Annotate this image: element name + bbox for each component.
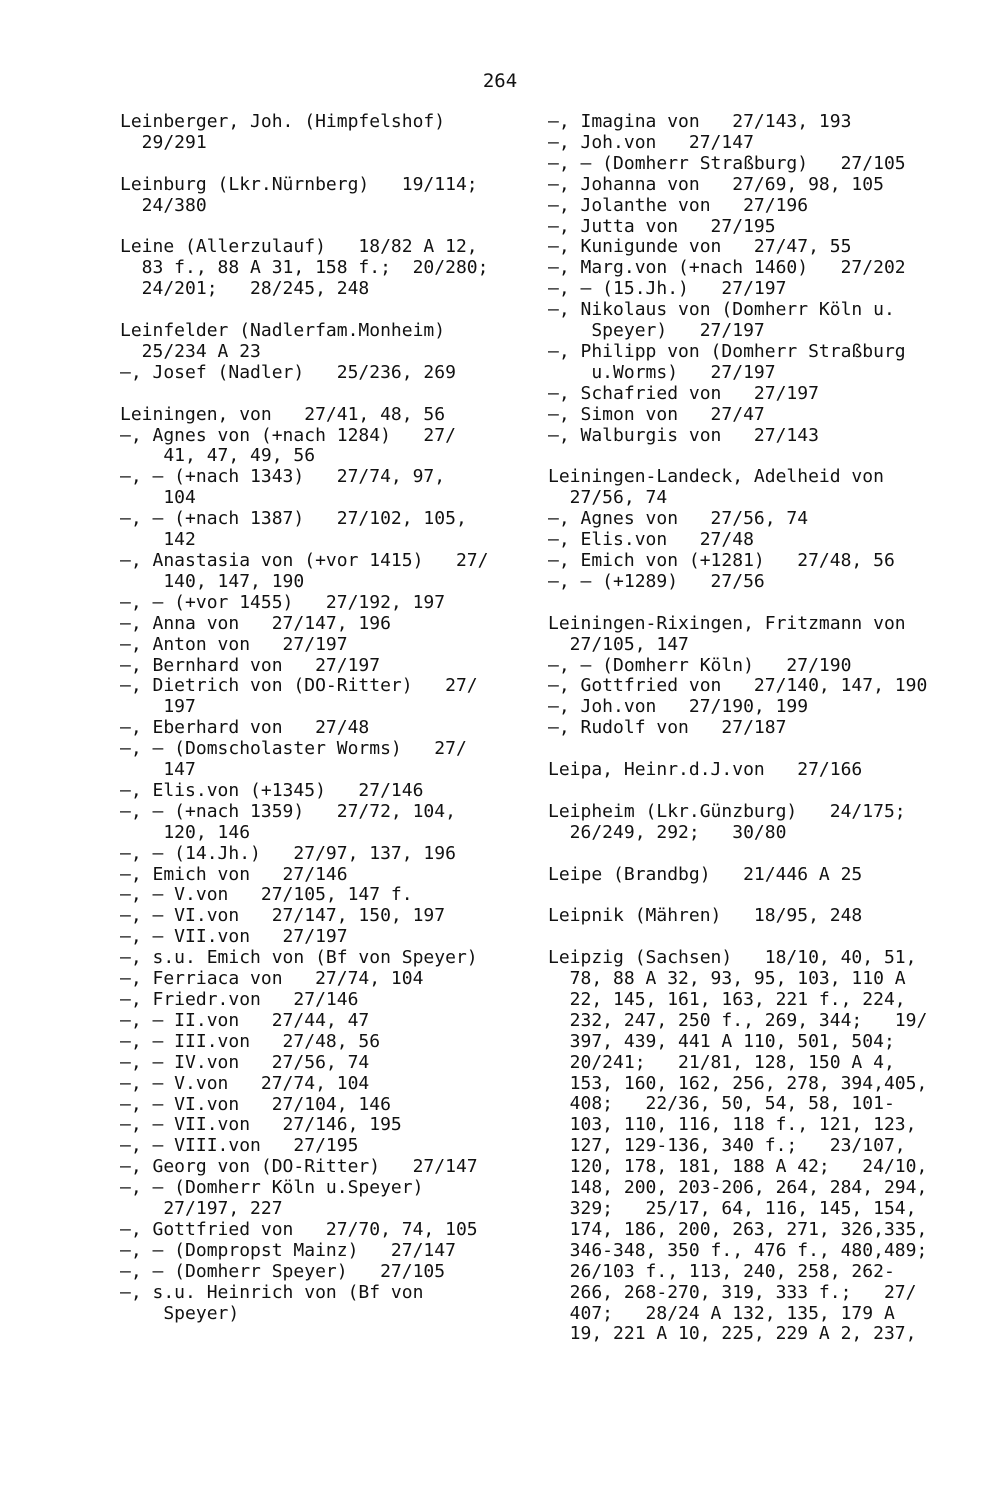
index-line: —, Joh.von 27/147 (548, 131, 754, 153)
index-line: —, — VI.von 27/147, 150, 197 (120, 905, 446, 927)
index-line: 103, 110, 116, 118 f., 121, 123, (548, 1114, 917, 1136)
index-line: —, Josef (Nadler) 25/236, 269 (120, 361, 456, 383)
index-line: —, — (+nach 1387) 27/102, 105, (120, 508, 467, 530)
index-line: —, — (Domherr Speyer) 27/105 (120, 1260, 446, 1282)
index-line: Leiningen, von 27/41, 48, 56 (120, 403, 446, 425)
index-line: Speyer) 27/197 (548, 320, 765, 342)
index-line: —, Anna von 27/147, 196 (120, 612, 391, 634)
index-line: 397, 439, 441 A 110, 501, 504; (548, 1030, 895, 1052)
index-line: —, Gottfried von 27/70, 74, 105 (120, 1218, 478, 1240)
index-line: —, — (+vor 1455) 27/192, 197 (120, 591, 446, 613)
index-line: Leipnik (Mähren) 18/95, 248 (548, 905, 863, 927)
index-line: 27/197, 227 (120, 1198, 283, 1220)
index-line: —, Eberhard von 27/48 (120, 717, 370, 739)
index-line: 83 f., 88 A 31, 158 f.; 20/280; (120, 257, 489, 279)
index-line: —, Jolanthe von 27/196 (548, 194, 809, 216)
index-line: Leinburg (Lkr.Nürnberg) 19/114; (120, 173, 478, 195)
index-line: 27/56, 74 (548, 487, 668, 509)
index-line: —, Simon von 27/47 (548, 403, 765, 425)
index-line: —, — V.von 27/105, 147 f. (120, 884, 413, 906)
index-line: —, Emich von 27/146 (120, 863, 348, 885)
index-line: —, — VIII.von 27/195 (120, 1135, 359, 1157)
index-line: —, Philipp von (Domherr Straßburg (548, 340, 906, 362)
index-line: 19, 221 A 10, 225, 229 A 2, 237, (548, 1323, 917, 1345)
index-line: —, — (Dompropst Mainz) 27/147 (120, 1239, 456, 1261)
index-column-right (548, 112, 988, 1345)
index-line: 197 (120, 696, 196, 718)
index-line: —, s.u. Emich von (Bf von Speyer) (120, 947, 478, 969)
index-line: 120, 146 (120, 821, 251, 843)
index-line: 26/103 f., 113, 240, 258, 262- (548, 1260, 895, 1282)
index-line: u.Worms) 27/197 (548, 361, 776, 383)
index-line: Leipheim (Lkr.Günzburg) 24/175; (548, 800, 906, 822)
index-line: —, — (Domscholaster Worms) 27/ (120, 738, 467, 760)
index-line: 22, 145, 161, 163, 221 f., 224, (548, 988, 906, 1010)
index-line: Leipa, Heinr.d.J.von 27/166 (548, 759, 863, 781)
index-line: 266, 268-270, 319, 333 f.; 27/ (548, 1281, 917, 1303)
index-line: —, Bernhard von 27/197 (120, 654, 381, 676)
index-line: Leipzig (Sachsen) 18/10, 40, 51, (548, 947, 917, 969)
index-line: —, Nikolaus von (Domherr Köln u. (548, 299, 895, 321)
index-line: —, — III.von 27/48, 56 (120, 1030, 381, 1052)
index-line: —, Schafried von 27/197 (548, 382, 819, 404)
index-line: 20/241; 21/81, 128, 150 A 4, (548, 1051, 895, 1073)
index-line: —, Friedr.von 27/146 (120, 989, 359, 1010)
index-line: —, — V.von 27/74, 104 (120, 1072, 370, 1094)
index-line: —, — IV.von 27/56, 74 (120, 1051, 370, 1073)
index-line: 140, 147, 190 (120, 570, 305, 592)
index-line: 24/201; 28/245, 248 (120, 278, 370, 300)
index-line: —, Kunigunde von 27/47, 55 (548, 236, 852, 258)
index-line: 120, 178, 181, 188 A 42; 24/10, (548, 1156, 928, 1178)
index-line: Leinberger, Joh. (Himpfelshof) (120, 111, 446, 132)
index-line: —, — (+nach 1359) 27/72, 104, (120, 800, 456, 822)
index-line: 104 (120, 487, 196, 509)
index-line: 232, 247, 250 f., 269, 344; 19/ (548, 1009, 928, 1031)
index-line: —, s.u. Heinrich von (Bf von (120, 1281, 424, 1303)
index-line: —, Georg von (DO-Ritter) 27/147 (120, 1156, 478, 1178)
index-line: —, Johanna von 27/69, 98, 105 (548, 173, 884, 195)
index-line: 329; 25/17, 64, 116, 145, 154, (548, 1198, 917, 1220)
index-line: 78, 88 A 32, 93, 95, 103, 110 A (548, 968, 906, 990)
index-line: 142 (120, 529, 196, 551)
index-line: —, Anton von 27/197 (120, 633, 348, 655)
index-line: 41, 47, 49, 56 (120, 445, 316, 467)
index-line: Leiningen-Rixingen, Fritzmann von (548, 612, 906, 634)
index-line: Leine (Allerzulauf) 18/82 A 12, (120, 236, 478, 258)
index-line: —, Gottfried von 27/140, 147, 190 (548, 675, 928, 697)
index-line: —, — (+nach 1343) 27/74, 97, (120, 466, 446, 488)
index-line: —, — II.von 27/44, 47 (120, 1009, 370, 1031)
index-line: —, — (15.Jh.) 27/197 (548, 278, 787, 300)
index-line: 29/291 (120, 131, 207, 153)
index-line: Leipe (Brandbg) 21/446 A 25 (548, 863, 863, 885)
index-line: —, Jutta von 27/195 (548, 215, 776, 237)
index-line: 147 (120, 759, 196, 781)
index-line: —, Joh.von 27/190, 199 (548, 696, 809, 718)
index-line: 174, 186, 200, 263, 271, 326,335, (548, 1218, 928, 1240)
index-line: Leiningen-Landeck, Adelheid von (548, 466, 884, 488)
index-line: 408; 22/36, 50, 54, 58, 101- (548, 1093, 895, 1115)
index-line: —, Ferriaca von 27/74, 104 (120, 968, 424, 990)
index-line: —, Imagina von 27/143, 193 (548, 111, 852, 132)
index-line: —, Emich von (+1281) 27/48, 56 (548, 550, 895, 572)
index-line: 407; 28/24 A 132, 135, 179 A (548, 1302, 895, 1324)
index-line: 153, 160, 162, 256, 278, 394,405, (548, 1072, 928, 1094)
index-line: 27/105, 147 (548, 633, 689, 655)
page-number: 264 (482, 70, 518, 92)
index-line: —, — VII.von 27/146, 195 (120, 1114, 402, 1136)
index-line: —, Dietrich von (DO-Ritter) 27/ (120, 675, 478, 697)
index-line: 346-348, 350 f., 476 f., 480,489; (548, 1239, 928, 1261)
index-line: —, Agnes von (+nach 1284) 27/ (120, 424, 456, 446)
index-line: —, — (14.Jh.) 27/97, 137, 196 (120, 842, 456, 864)
index-line: —, Anastasia von (+vor 1415) 27/ (120, 549, 489, 571)
index-line: —, Walburgis von 27/143 (548, 424, 819, 446)
index-line: 26/249, 292; 30/80 (548, 821, 787, 843)
index-line: Speyer) (120, 1302, 240, 1324)
index-line: —, Marg.von (+nach 1460) 27/202 (548, 257, 906, 279)
index-line: —, — (Domherr Straßburg) 27/105 (548, 152, 906, 174)
index-line: 148, 200, 203-206, 264, 284, 294, (548, 1177, 928, 1199)
index-line: —, Rudolf von 27/187 (548, 717, 787, 739)
index-line: —, — (Domherr Köln u.Speyer) (120, 1177, 424, 1199)
index-line: 25/234 A 23 (120, 340, 261, 362)
index-line: —, — VII.von 27/197 (120, 926, 348, 948)
index-line: —, Elis.von (+1345) 27/146 (120, 779, 424, 801)
index-line: 24/380 (120, 194, 207, 216)
index-line: —, Elis.von 27/48 (548, 529, 754, 551)
index-line: Leinfelder (Nadlerfam.Monheim) (120, 320, 446, 342)
index-line: —, — (Domherr Köln) 27/190 (548, 654, 852, 676)
index-line: —, — VI.von 27/104, 146 (120, 1093, 391, 1115)
index-line: —, Agnes von 27/56, 74 (548, 508, 809, 530)
index-column-left (120, 112, 540, 1325)
index-line: —, — (+1289) 27/56 (548, 570, 765, 592)
index-line: 127, 129-136, 340 f.; 23/107, (548, 1135, 906, 1157)
